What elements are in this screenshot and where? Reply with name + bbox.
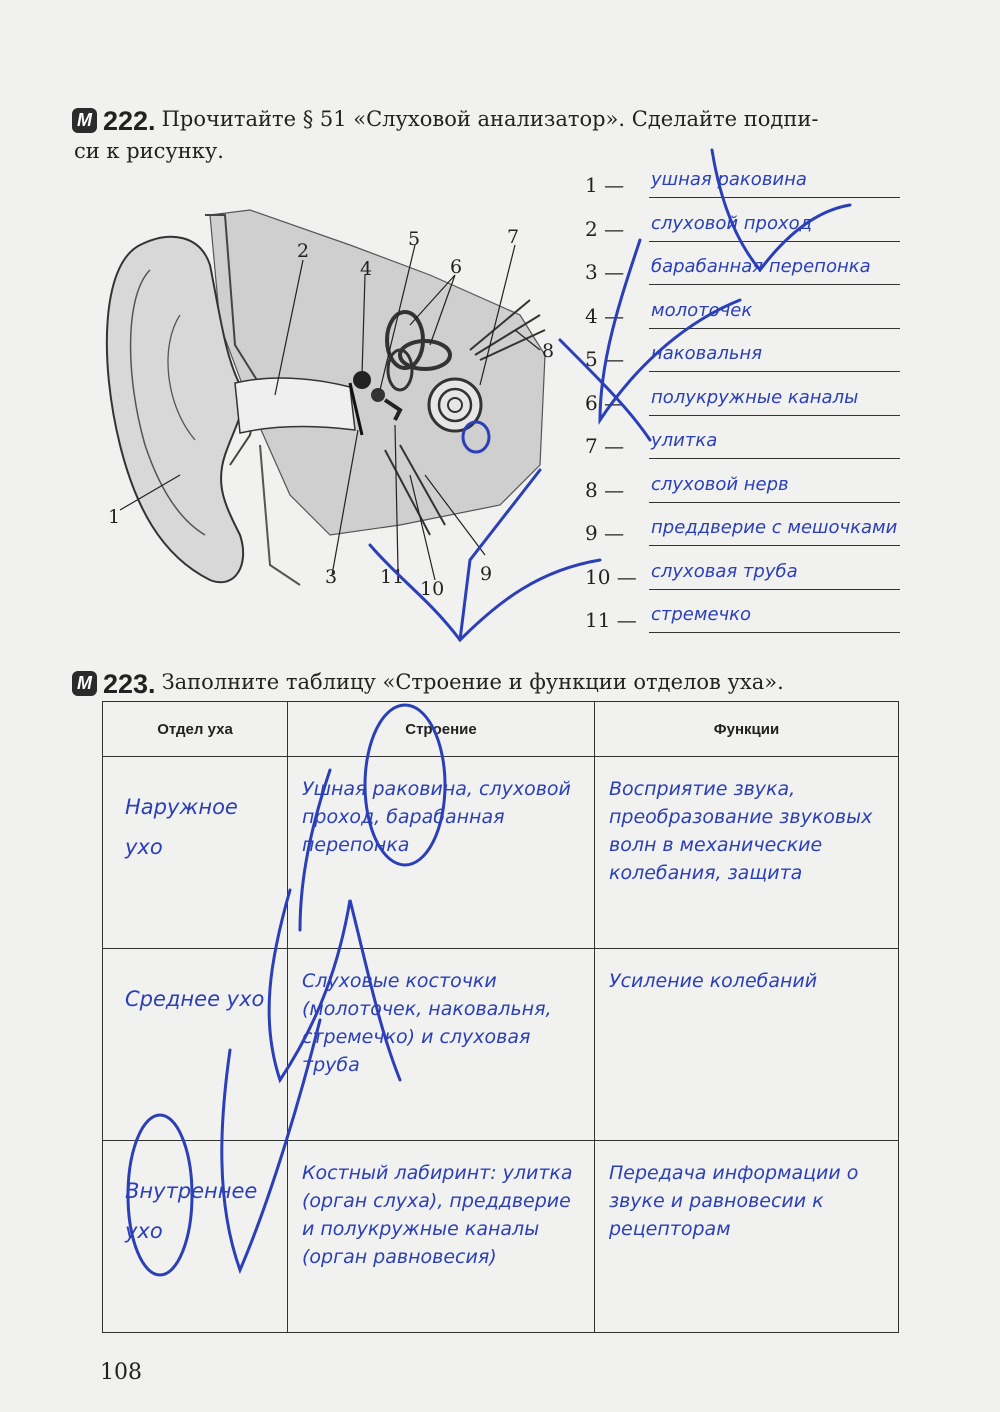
table-row [103,1141,899,1333]
figure-label-4: 4 [360,258,373,280]
figure-label-7: 7 [507,226,520,248]
answer-line [649,241,900,242]
answer-text[interactable]: слуховой нерв [651,473,789,495]
task-text-line2: си к рисунку. [74,138,224,163]
ear-parts-table [102,701,899,1333]
answer-line [649,545,900,546]
page-number: 108 [100,1360,142,1385]
cell-part[interactable]: Наружное ухо [103,757,288,949]
label-row [585,211,930,255]
table-row [103,949,899,1141]
cell-part[interactable]: Внутреннее ухо [103,1141,288,1333]
task-badge: М [72,671,97,696]
task-text: Заполните таблицу «Строение и функции отделов уха». [161,670,784,694]
cell-function[interactable]: Усиление колебаний [595,949,899,1141]
task-badge: М [72,108,97,133]
label-number: 8 — [585,477,625,502]
answer-text[interactable]: улитка [651,430,718,451]
figure-label-3: 3 [325,566,338,588]
figure-label-9: 9 [480,563,493,585]
answer-line [649,284,900,285]
answer-text[interactable]: молоточек [651,299,753,321]
answer-line [649,589,900,590]
ear-anatomy-figure [100,205,570,610]
label-number: 3 — [585,260,625,284]
label-row [585,254,930,298]
label-number: 6 — [585,390,625,415]
cell-function[interactable]: Восприятие звука, преобразование звуковых волн в механические колебания, защита [595,757,899,949]
header-structure: Строение [288,702,595,757]
task-223-heading [72,667,892,699]
label-row [585,385,930,429]
answer-text[interactable]: преддверие с мешочками [651,517,898,538]
label-row [585,472,930,516]
figure-label-10: 10 [420,578,445,600]
cell-part[interactable]: Среднее ухо [103,949,288,1141]
cell-structure[interactable]: Ушная раковина, слуховой проход, барабанная перепонка [288,757,595,949]
answer-text[interactable]: ушная раковина [651,169,807,190]
task-222-heading [72,104,912,166]
label-number: 11 — [585,608,637,632]
answer-line [649,197,900,198]
header-function: Функции [595,702,899,757]
figure-label-5: 5 [408,228,421,250]
label-number: 7 — [585,434,625,458]
label-number: 2 — [585,216,625,241]
figure-label-1: 1 [108,506,121,528]
task-text-line1: Прочитайте § 51 «Слуховой анализатор». Сделайте подпи- [161,107,819,131]
answer-line [649,415,900,416]
task-number: 223. [103,668,156,699]
label-list [585,167,930,646]
header-part: Отдел уха [103,702,288,757]
answer-text[interactable]: полукружные каналы [651,386,859,408]
answer-text[interactable]: слуховая труба [651,560,798,582]
figure-label-11: 11 [380,566,405,588]
table-row [103,757,899,949]
figure-label-6: 6 [450,256,463,278]
label-row [585,298,930,342]
figure-label-2: 2 [297,240,310,262]
label-number: 5 — [585,347,625,371]
label-row [585,341,930,385]
label-number: 1 — [585,173,625,197]
label-row [585,167,930,211]
answer-line [649,371,900,372]
cell-structure[interactable]: Слуховые косточки (молоточек, наковальня, стремечко) и слуховая труба [288,949,595,1141]
cell-structure[interactable]: Костный лабиринт: улитка (орган слуха), преддверие и полукружные каналы (орган равновесия) [288,1141,595,1333]
answer-text[interactable]: стремечко [651,604,752,625]
answer-line [649,502,900,503]
figure-label-8: 8 [542,340,555,362]
cell-function[interactable]: Передача информации о звуке и равновесии к рецепторам [595,1141,899,1333]
answer-text[interactable]: барабанная перепонка [651,256,871,277]
answer-line [649,632,900,633]
table-header-row [103,702,899,757]
task-number: 222. [103,105,156,136]
label-row [585,602,930,646]
ear-drawing [100,205,570,610]
label-number: 10 — [585,564,637,589]
label-row [585,428,930,472]
label-row [585,559,930,603]
answer-line [649,458,900,459]
label-row [585,515,930,559]
answer-text[interactable]: слуховой проход [651,212,813,234]
label-number: 4 — [585,303,625,328]
label-number: 9 — [585,521,625,545]
answer-line [649,328,900,329]
answer-text[interactable]: наковальня [651,343,763,364]
